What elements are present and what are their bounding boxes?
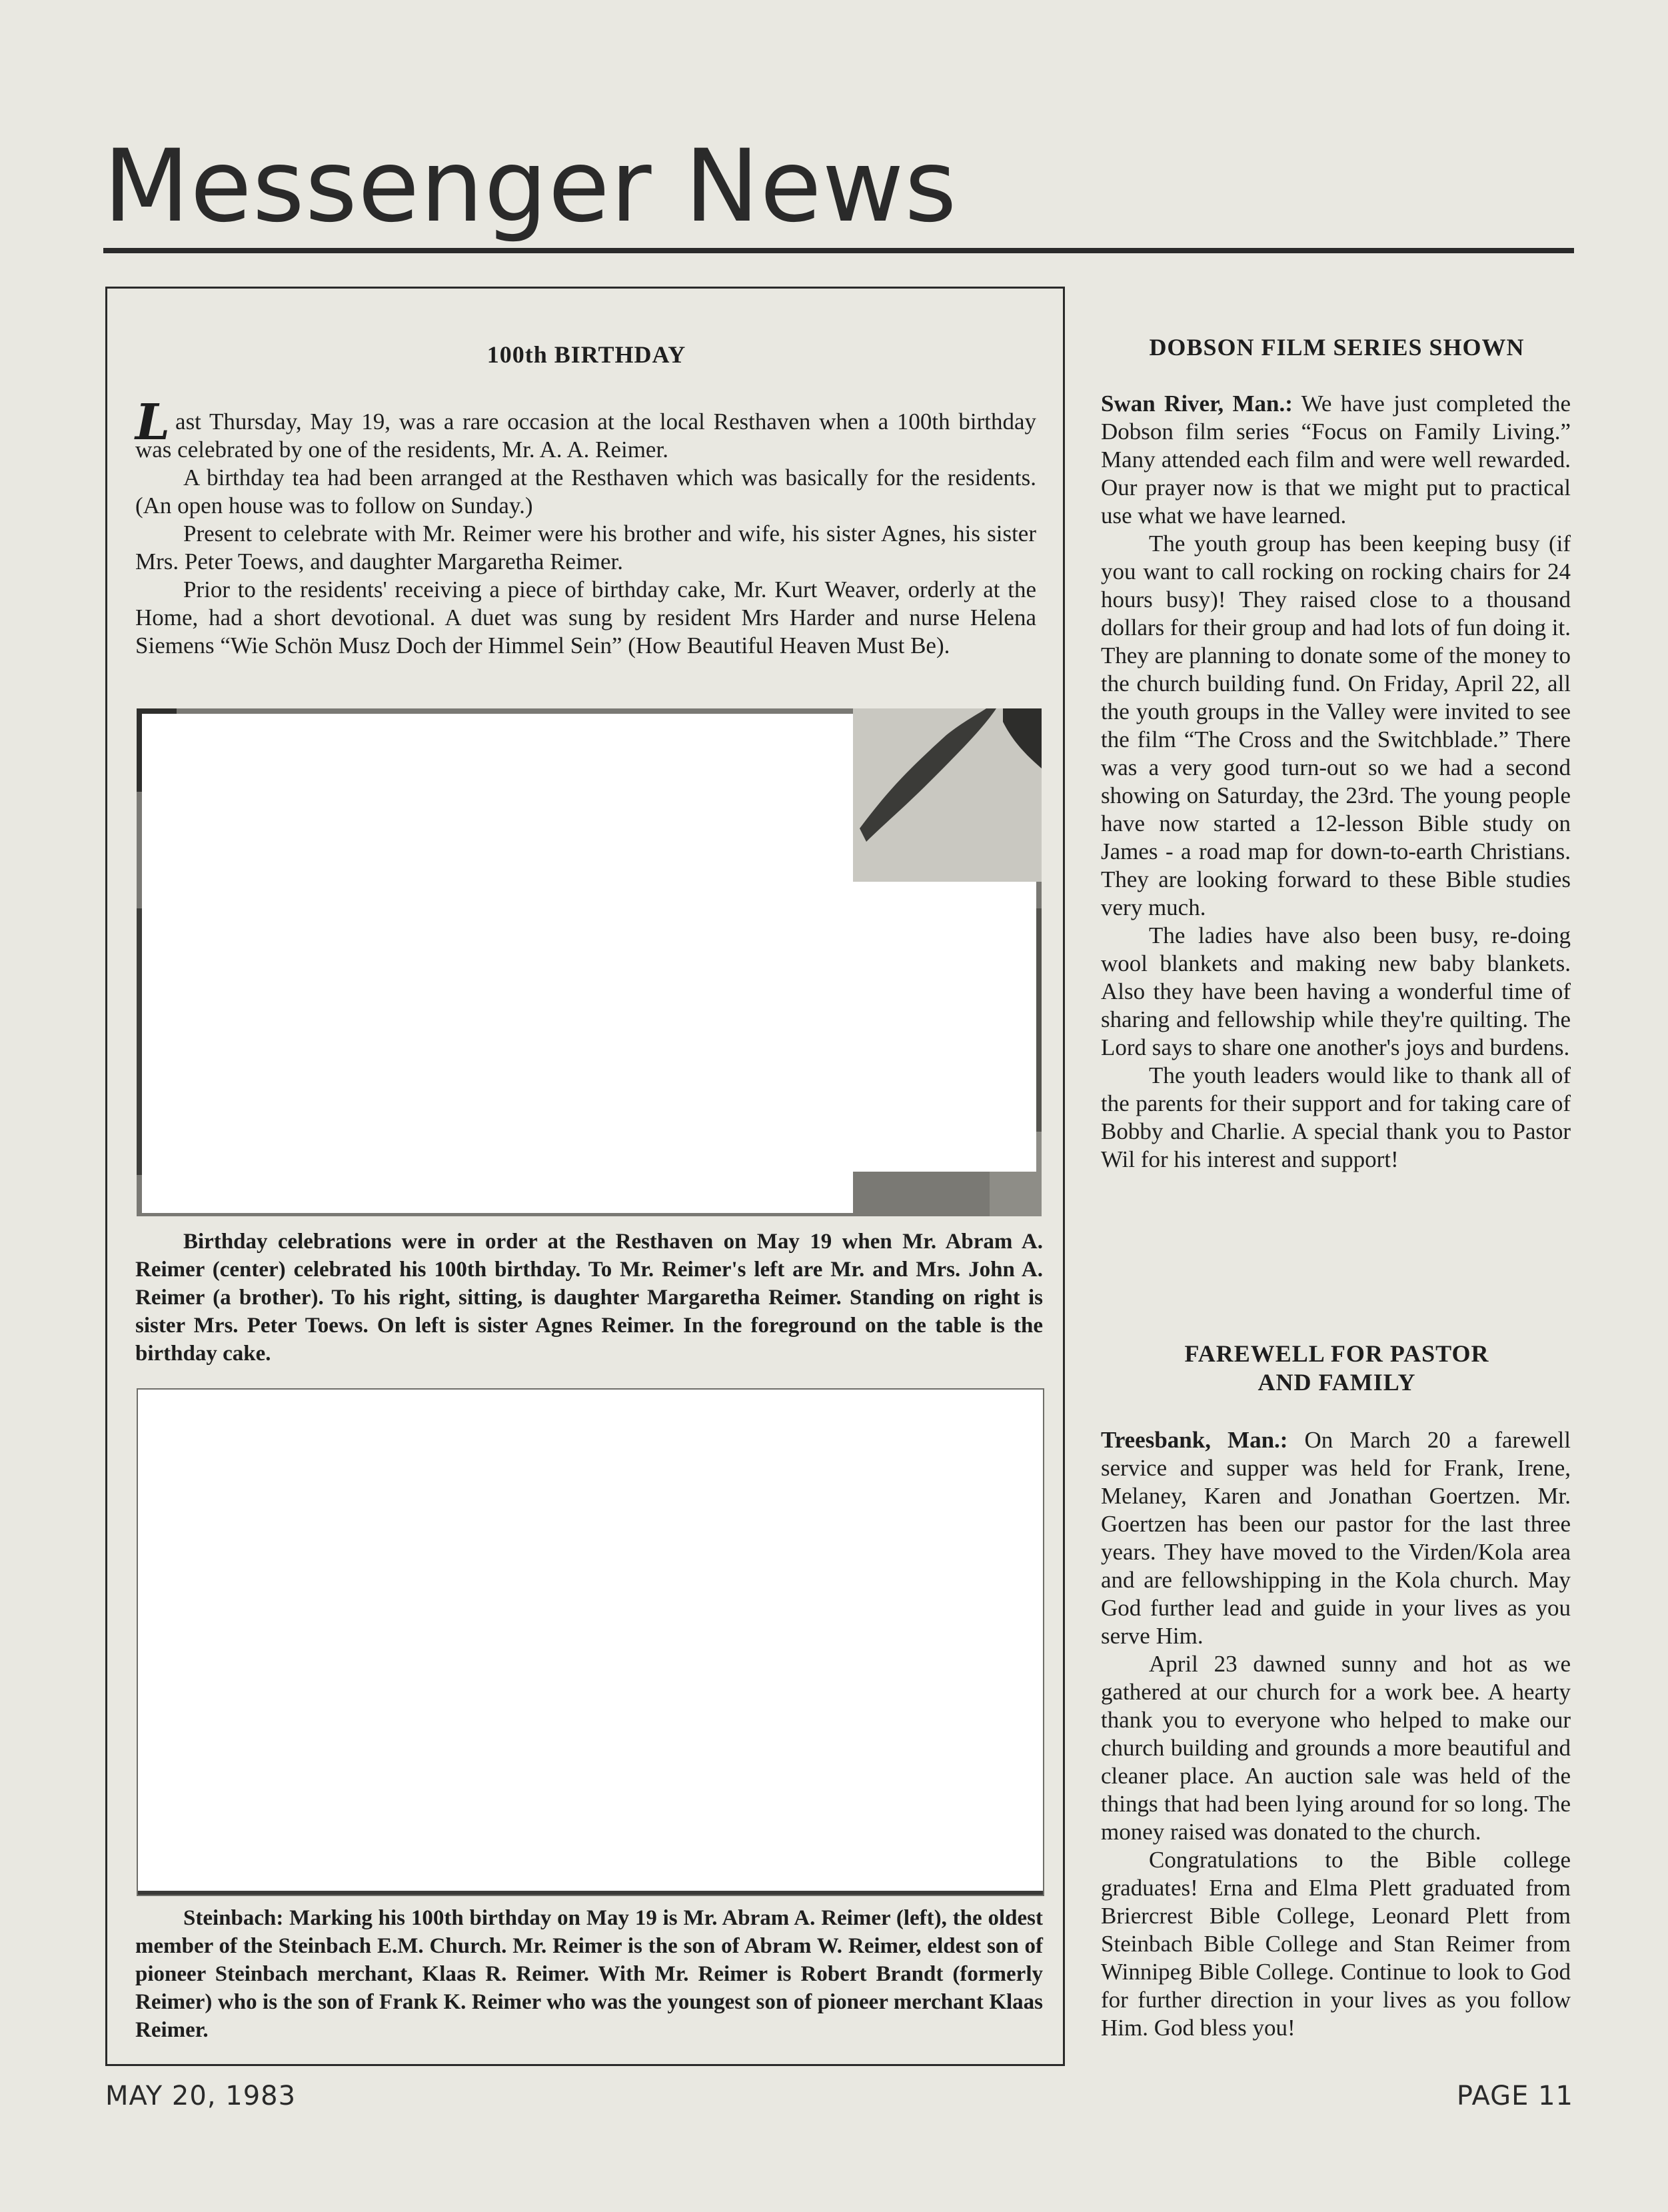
birthday-paragraph: A birthday tea had been arranged at the Resthaven which was basically for the residents. (An open house was to follow on Sunday.) [135, 465, 1036, 519]
footer-page-number: PAGE 11 [1456, 2081, 1573, 2111]
birthday-photo-1-caption: Birthday celebrations were in order at the Resthaven on May 19 when Mr. Abram A. Reimer (center) celebrated his 100th birthday. To Mr. Reimer's left are Mr. and Mrs. John A. Reimer (a brother). To his right, sitting, is daughter Margaretha Reimer. Standing on right is sister Mrs. Peter Toews. On left is sister Agnes Reimer. In the foreground on the table is the birthday cake. [135, 1230, 1043, 1366]
dobson-paragraph: The youth leaders would like to thank all of the parents for their support and for taking care of Bobby and Charlie. A special thank you to Pastor Wil for his interest and support! [1101, 1062, 1571, 1172]
masthead-title: Messenger News [103, 129, 958, 245]
masthead-rule [103, 248, 1574, 253]
farewell-paragraph: Congratulations to the Bible college graduates! Erna and Elma Plett graduated from Briercrest Bible College, Leonard Plett from Steinbach Bible College and Stan Reimer from Winnipeg Bible College. Continue to look to God for further direction in your lives as you follow Him. God bless you! [1101, 1847, 1571, 2041]
farewell-dateline: Treesbank, Man.: [1101, 1427, 1288, 1453]
dobson-dateline: Swan River, Man.: [1101, 391, 1293, 417]
farewell-article [1101, 1426, 1571, 2042]
birthday-paragraph: Last Thursday, May 19, was a rare occasion at the local Resthaven when a 100th birthday was celebrated by one of the residents, Mr. A. A. Reimer. [135, 394, 1036, 463]
farewell-paragraph: April 23 dawned sunny and hot as we gathered at our church for a work bee. A hearty thank you to everyone who helped to make our church building and grounds a more beautiful and cleaner place. An auction sale was held of the things that had been lying around for so long. The money raised was donated to the church. [1101, 1651, 1571, 1845]
birthday-paragraph: Prior to the residents' receiving a piece of birthday cake, Mr. Kurt Weaver, orderly at the Home, had a short devotional. A duet was sung by resident Mrs Harder and nurse Helena Siemens “Wie Schön Musz Doch der Himmel Sein” (How Beautiful Heaven Must Be). [135, 576, 1036, 658]
photo-1-redaction [142, 714, 853, 1213]
dobson-headline: DOBSON FILM SERIES SHOWN [1149, 334, 1525, 361]
farewell-paragraph: Treesbank, Man.: On March 20 a farewell service and supper was held for Frank, Irene, Melaney, Karen and Jonathan Goertzen. Mr. Goertzen has been our pastor for the last three years. They have moved to the Virden/Kola area and are fellowshipping in the Kola church. May God further lead and guide in your lives as you serve Him. [1101, 1427, 1571, 1649]
birthday-photo-2 [137, 1388, 1044, 1896]
birthday-photo-2-caption: Steinbach: Marking his 100th birthday on May 19 is Mr. Abram A. Reimer (left), the oldest member of the Steinbach E.M. Church. Mr. Reimer is the son of Abram W. Reimer, eldest son of pioneer Steinbach merchant, Klaas R. Reimer. With Mr. Reimer is Robert Brandt (formerly Reimer) who is the son of Frank K. Reimer who was the youngest son of pioneer merchant Klaas Reimer. [135, 1906, 1043, 2042]
birthday-headline: 100th BIRTHDAY [486, 341, 686, 368]
dobson-paragraph: The youth group has been keeping busy (if you want to call rocking on rocking chairs for 24 hours busy)! They raised close to a thousand dollars for their group and had lots of fun doing it. They are planning to donate some of the money to the church building fund. On Friday, April 22, all the youth groups in the Valley were invited to see the film “The Cross and the Switchblade.” There was a very good turn-out so we had a second showing on Saturday, the 23rd. The young people have now started a 12-lesson Bible study on James - a road map for down-to-earth Christians. They are looking forward to these Bible studies very much. [1101, 531, 1571, 920]
dobson-paragraph: The ladies have also been busy, re-doing wool blankets and making new baby blankets. Also they have been having a wonderful time of sharing and fellowship while they're quilting. The Lord says to share one another's joys and burdens. [1101, 922, 1571, 1060]
photo-2-edge [138, 1891, 1044, 1895]
farewell-headline: FAREWELL FOR PASTOR AND FAMILY [1184, 1340, 1489, 1396]
dobson-article [1101, 390, 1571, 1174]
dobson-paragraph: Swan River, Man.: We have just completed the Dobson film series “Focus on Family Living.” Many attended each film and were well rewarded. Our prayer now is that we might put to practical use what we have learned. [1101, 391, 1571, 529]
footer-date: MAY 20, 1983 [105, 2081, 297, 2111]
birthday-photo-1 [137, 708, 1042, 1216]
birthday-paragraph: Present to celebrate with Mr. Reimer were his brother and wife, his sister Agnes, his sister Mrs. Peter Toews, and daughter Margaretha Reimer. [135, 521, 1036, 574]
drop-cap: L [135, 394, 171, 451]
birthday-article [135, 394, 1036, 660]
photo-1-redaction [853, 882, 1036, 1172]
